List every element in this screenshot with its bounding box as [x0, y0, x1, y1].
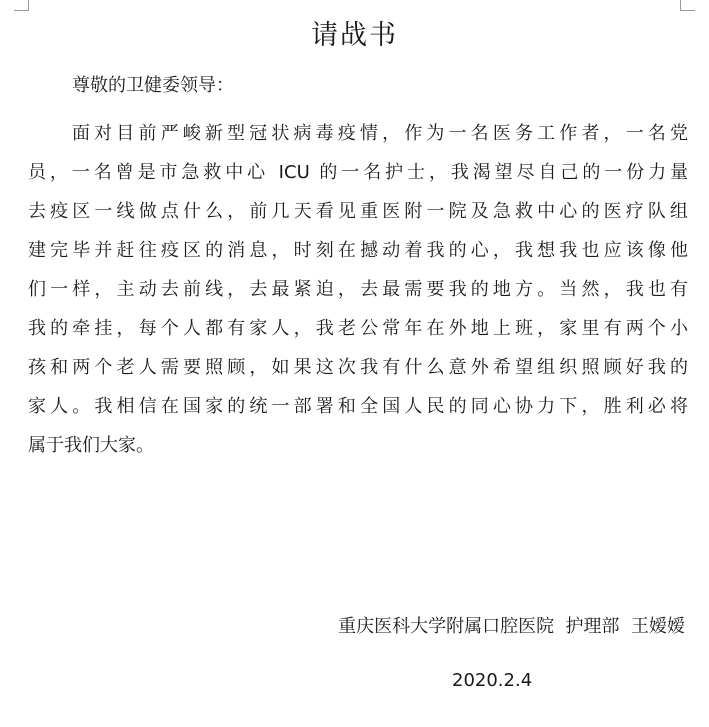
- salutation: 尊敬的卫健委领导：: [72, 75, 234, 96]
- page-corner-mark-right: [680, 0, 695, 11]
- body-line: 家人。我相信在国家的统一部署和全国人民的同心协力下，胜利必将: [28, 396, 688, 417]
- body-line: 员，一名曾是市急救中心 ICU 的一名护士，我渴望尽自己的一份力量: [28, 162, 688, 183]
- page-corner-mark-left: [14, 0, 29, 11]
- body-line: 我的牵挂，每个人都有家人，我老公常年在外地上班，家里有两个小: [28, 318, 688, 339]
- body-line: 孩和两个老人需要照顾，如果这次我有什么意外希望组织照顾好我的: [28, 357, 688, 378]
- date: 2020.2.4: [452, 670, 533, 691]
- body-line: 去疫区一线做点什么，前几天看见重医附一院及急救中心的医疗队组: [28, 201, 688, 222]
- body-line: 属于我们大家。: [28, 435, 154, 456]
- body-line: 建完毕并赶往疫区的消息，时刻在撼动着我的心，我想我也应该像他: [28, 240, 688, 261]
- signature: 重庆医科大学附属口腔医院 护理部 王嫒嫒: [338, 616, 685, 637]
- body-paragraph: [28, 114, 688, 465]
- body-line: 面对目前严峻新型冠状病毒疫情，作为一名医务工作者，一名党: [72, 123, 688, 144]
- body-line: 们一样，主动去前线，去最紧迫，去最需要我的地方。当然，我也有: [28, 279, 688, 300]
- document-title: 请战书: [311, 20, 398, 51]
